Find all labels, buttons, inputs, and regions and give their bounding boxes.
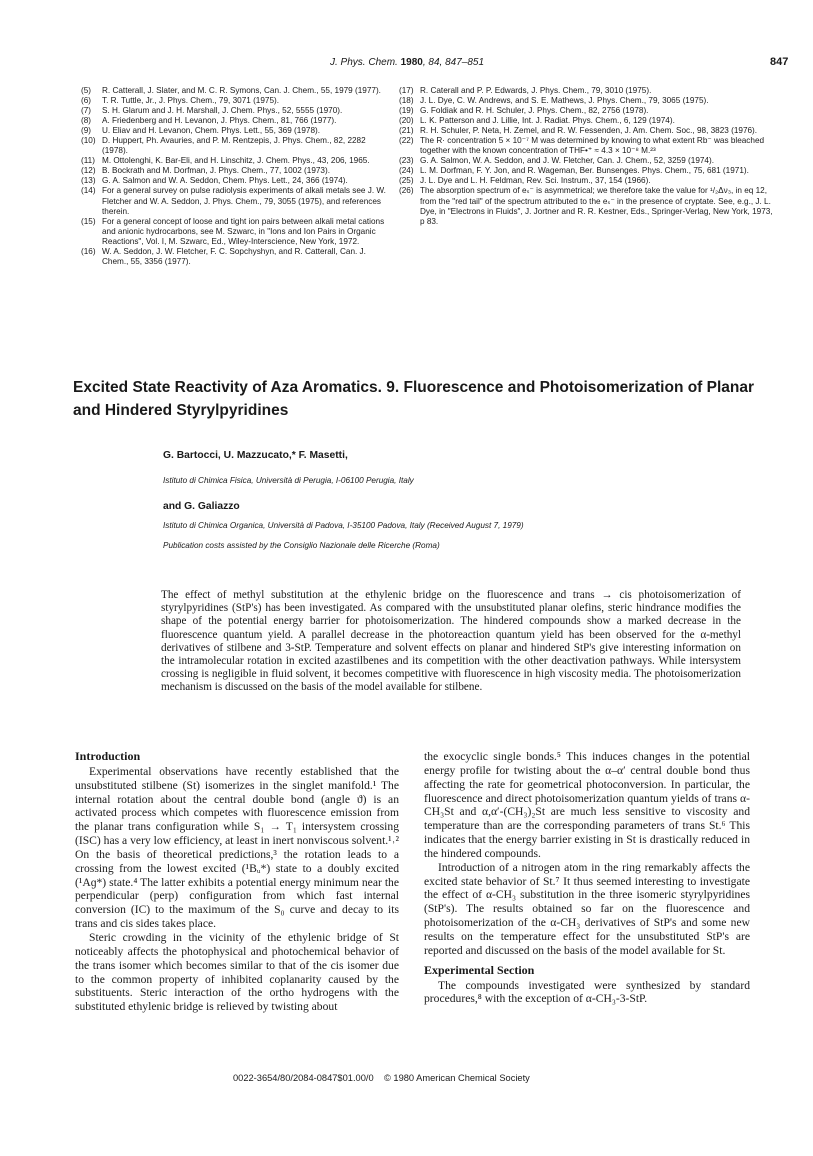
reference-item	[399, 176, 773, 186]
journal-name: J. Phys. Chem.	[330, 57, 398, 68]
references-left-column	[81, 86, 393, 267]
footer-copyright: © 1980 American Chemical Society	[383, 1073, 530, 1083]
reference-item	[81, 247, 393, 267]
reference-number: (18)	[399, 96, 414, 106]
reference-number: (16)	[81, 246, 96, 256]
body-left-column	[75, 750, 399, 1014]
affiliation-2: Istituto di Chimica Organica, Università di Padova, I-35100 Padova, Italy (Received August 7, 1979)	[163, 521, 524, 530]
authors-line-2: and G. Galiazzo	[163, 501, 240, 512]
reference-number: (12)	[81, 166, 96, 176]
reference-item	[399, 126, 773, 136]
reference-number: (24)	[399, 166, 414, 176]
reference-item	[81, 96, 393, 106]
reference-item	[81, 156, 393, 166]
experimental-heading: Experimental Section	[424, 962, 535, 977]
reference-text: A. Friedenberg and H. Levanon, J. Phys. Chem., 81, 766 (1977).	[102, 116, 337, 126]
reference-number: (7)	[81, 106, 92, 116]
reference-item	[81, 136, 393, 156]
reference-item	[399, 96, 773, 106]
reference-text: R. H. Schuler, P. Neta, H. Zemel, and R. W. Fessenden, J. Am. Chem. Soc., 98, 3823 (1976).	[420, 126, 758, 136]
reference-text: The absorption spectrum of eₛ⁻ is asymmetrical; we therefore take the value for ¹/₂Δν₃, in eq 12, from the "red tail" of the spectrum attributed to the eₛ⁻ in the presence of cryptate. See, e.g., J. L. Dye, in "Electrons in Fluids", J. Jortner and R. R. Kestner, Eds., Springer-Verlag, New York, 1973, p 83.	[420, 186, 773, 226]
reference-text: U. Eliav and H. Levanon, Chem. Phys. Lett., 55, 369 (1978).	[102, 126, 321, 136]
reference-text: J. L. Dye, C. W. Andrews, and S. E. Mathews, J. Phys. Chem., 79, 3065 (1975).	[420, 96, 709, 106]
reference-item	[399, 166, 773, 176]
reference-item	[81, 116, 393, 126]
reference-text: B. Bockrath and M. Dorfman, J. Phys. Chem., 77, 1002 (1973).	[102, 166, 330, 176]
journal-pages: 847–851	[445, 57, 485, 68]
reference-number: (26)	[399, 186, 414, 196]
reference-number: (5)	[81, 86, 92, 95]
reference-number: (10)	[81, 136, 96, 146]
reference-number: (6)	[81, 96, 92, 106]
reference-number: (20)	[399, 116, 414, 126]
intro-paragraph-3: the exocyclic single bonds.⁵ This induces changes in the potential energy profile for twisting about the α–α′ central double bond thus affecting the rate for geometrical photoconversion. In particular, the fluorescence and direct photoisomerization quantum yields of trans α-CH₃St and α,α′-(CH₃)₂St are much less sensitive to viscosity and temperature than are the corresponding parameters of trans St.⁶ This indicates that the energy barrier existing in St is drastically reduced in the hindered compounds.	[424, 750, 750, 860]
reference-text: For a general concept of loose and tight ion pairs between alkali metal cations and anionic hydrocarbons, see M. Szwarc, in "Ions and Ion Pairs in Organic Reactions", Vol. I, M. Szwarc, Ed., Wiley-Interscience, New York, 1972.	[102, 216, 385, 246]
reference-text: T. R. Tuttle, Jr., J. Phys. Chem., 79, 3071 (1975).	[102, 96, 280, 106]
footer-code: 0022-3654/80/2084-0847$01.00/0	[233, 1073, 374, 1083]
reference-text: W. A. Seddon, J. W. Fletcher, F. C. Sopchyshyn, and R. Catterall, Can. J. Chem., 55, 3356 (1977).	[102, 246, 366, 266]
reference-item	[399, 86, 773, 96]
reference-text: The R· concentration 5 × 10⁻⁷ M was determined by knowing to what extent Rb⁻ was bleached together with the known concentration of THF•⁺ ≈ 4.3 × 10⁻⁸ M.²³	[420, 136, 765, 156]
abstract: The effect of methyl substitution at the ethylenic bridge on the fluorescence and trans → cis photoisomerization of styrylpyridines (StP's) has been investigated. As compared with the unsubstituted planar olefins, steric hindrance modifies the shape of the potential energy barrier for photoisomerization. The hindered compounds show a marked decrease in the fluorescence quantum yield. A parallel decrease in the photoreaction quantum yield has been observed for the α-methyl derivatives of stilbene and 3-StP. Temperature and solvent effects on planar and hindered StP's give interesting information on the intramolecular rotation in excited azastilbenes and its competition with the other deactivation pathways. While intersystem crossing is negligible in fluid solvent, it becomes competitive with fluorescence in high viscosity media. The photoisomerization mechanism is discussed on the basis of the model available for stilbene.	[161, 589, 741, 694]
reference-number: (21)	[399, 126, 414, 136]
body-right-column	[424, 750, 750, 1006]
reference-item	[399, 136, 773, 156]
reference-number: (8)	[81, 116, 92, 126]
reference-text: G. Foldiak and R. H. Schuler, J. Phys. Chem., 82, 2756 (1978).	[420, 106, 649, 116]
footer	[233, 1073, 530, 1083]
reference-text: G. A. Salmon and W. A. Seddon, Chem. Phys. Lett., 24, 366 (1974).	[102, 176, 348, 186]
affiliation-1: Istituto di Chimica Fisica, Università di Perugia, I-06100 Perugia, Italy	[163, 476, 414, 485]
reference-item	[81, 186, 393, 216]
reference-number: (9)	[81, 126, 92, 136]
authors-line-1: G. Bartocci, U. Mazzucato,* F. Masetti,	[163, 450, 348, 461]
introduction-heading: Introduction	[75, 749, 141, 763]
reference-item	[399, 106, 773, 116]
reference-text: R. Catterall, J. Slater, and M. C. R. Symons, Can. J. Chem., 55, 1979 (1977).	[102, 86, 381, 95]
reference-text: S. H. Glarum and J. H. Marshall, J. Chem. Phys., 52, 5555 (1970).	[102, 106, 343, 116]
reference-number: (25)	[399, 176, 414, 186]
reference-number: (23)	[399, 156, 414, 166]
reference-number: (22)	[399, 136, 414, 146]
experimental-paragraph-1: The compounds investigated were synthesized by standard procedures,⁸ with the exception of α-CH₃-3-StP.	[424, 978, 750, 1006]
reference-text: For a general survey on pulse radiolysis experiments of alkali metals see J. W. Fletcher and W. A. Seddon, J. Phys. Chem., 79, 3055 (1975), and references therein.	[102, 186, 386, 216]
reference-number: (11)	[81, 156, 95, 166]
reference-number: (17)	[399, 86, 414, 95]
reference-item	[81, 217, 393, 247]
reference-number: (19)	[399, 106, 414, 116]
reference-number: (15)	[81, 216, 96, 226]
reference-text: G. A. Salmon, W. A. Seddon, and J. W. Fletcher, Can. J. Chem., 52, 3259 (1974).	[420, 156, 714, 166]
reference-text: L. K. Patterson and J. Lillie, Int. J. Radiat. Phys. Chem., 6, 129 (1974).	[420, 116, 675, 126]
reference-text: M. Ottolenghi, K. Bar-Eli, and H. Linschitz, J. Chem. Phys., 43, 206, 1965.	[102, 156, 370, 166]
running-header: J. Phys. Chem. 1980, 84, 847–851	[330, 57, 485, 68]
article-title: Excited State Reactivity of Aza Aromatics. 9. Fluorescence and Photoisomerization of Planar and Hindered Styrylpyridines	[73, 379, 755, 419]
references-right-column	[399, 86, 773, 227]
reference-item	[399, 156, 773, 166]
reference-item	[81, 126, 393, 136]
reference-text: R. Caterall and P. P. Edwards, J. Phys. Chem., 79, 3010 (1975).	[420, 86, 652, 95]
journal-volume: 84,	[428, 57, 443, 68]
reference-item	[81, 86, 393, 96]
reference-item	[81, 106, 393, 116]
reference-number: (14)	[81, 186, 96, 196]
intro-paragraph-1: Experimental observations have recently established that the unsubstituted stilbene (St) isomerizes in the singlet manifold.¹ The internal rotation about the central double bond (angle ϑ) is an activated process which competes with fluorescence emission from the planar trans configuration while S₁ → T₁ intersystem crossing (ISC) has a very low efficiency, at least in inert nonviscous solvent.¹˒² On the basis of theoretical predictions,³ the rotation leads to a crossing from the lowest excited (¹Bᵤ*) state to a doubly excited (¹Aɡ*) state.⁴ The latter exhibits a potential energy minimum near the perpendicular (perp) configuration from which fast internal conversion (IC) to the maximum of the S₀ curve and decay to its trans and cis sides takes place.	[75, 764, 399, 931]
intro-paragraph-4: Introduction of a nitrogen atom in the ring remarkably affects the excited state behavior of St.⁷ It thus seemed interesting to investigate the effect of α-CH₃ substitution in the three isomeric styrylpyridines (StP's). The results obtained so far on the fluorescence and photoisomerization of the α-CH₃ derivatives of StP's and some new results on the temperature effect for the unsubstituted StP's are reported and discussed on the basis of the model available for St.	[424, 860, 750, 957]
reference-item	[81, 176, 393, 186]
journal-year: 1980	[400, 57, 423, 68]
reference-number: (13)	[81, 176, 96, 186]
page-number: 847	[770, 56, 789, 68]
reference-item	[399, 186, 773, 226]
reference-item	[81, 166, 393, 176]
reference-text: J. L. Dye and L. H. Feldman, Rev. Sci. Instrum., 37, 154 (1966).	[420, 176, 651, 186]
intro-paragraph-2: Steric crowding in the vicinity of the ethylenic bridge of St noticeably affects the photophysical and photochemical behavior of the trans isomer which becomes similar to that of the cis isomer due to the common property of inhibited coplanarity caused by the substituents. Steric interaction of the ortho hydrogens with the substituted ethylenic bridge is relieved by twisting about	[75, 930, 399, 1014]
reference-item	[399, 116, 773, 126]
publication-costs-note: Publication costs assisted by the Consiglio Nazionale delle Ricerche (Roma)	[163, 541, 440, 550]
reference-text: L. M. Dorfman, F. Y. Jon, and R. Wageman, Ber. Bunsenges. Phys. Chem., 75, 681 (1971).	[420, 166, 749, 176]
reference-text: D. Huppert, Ph. Avauries, and P. M. Rentzepis, J. Phys. Chem., 82, 2282 (1978).	[102, 136, 366, 156]
